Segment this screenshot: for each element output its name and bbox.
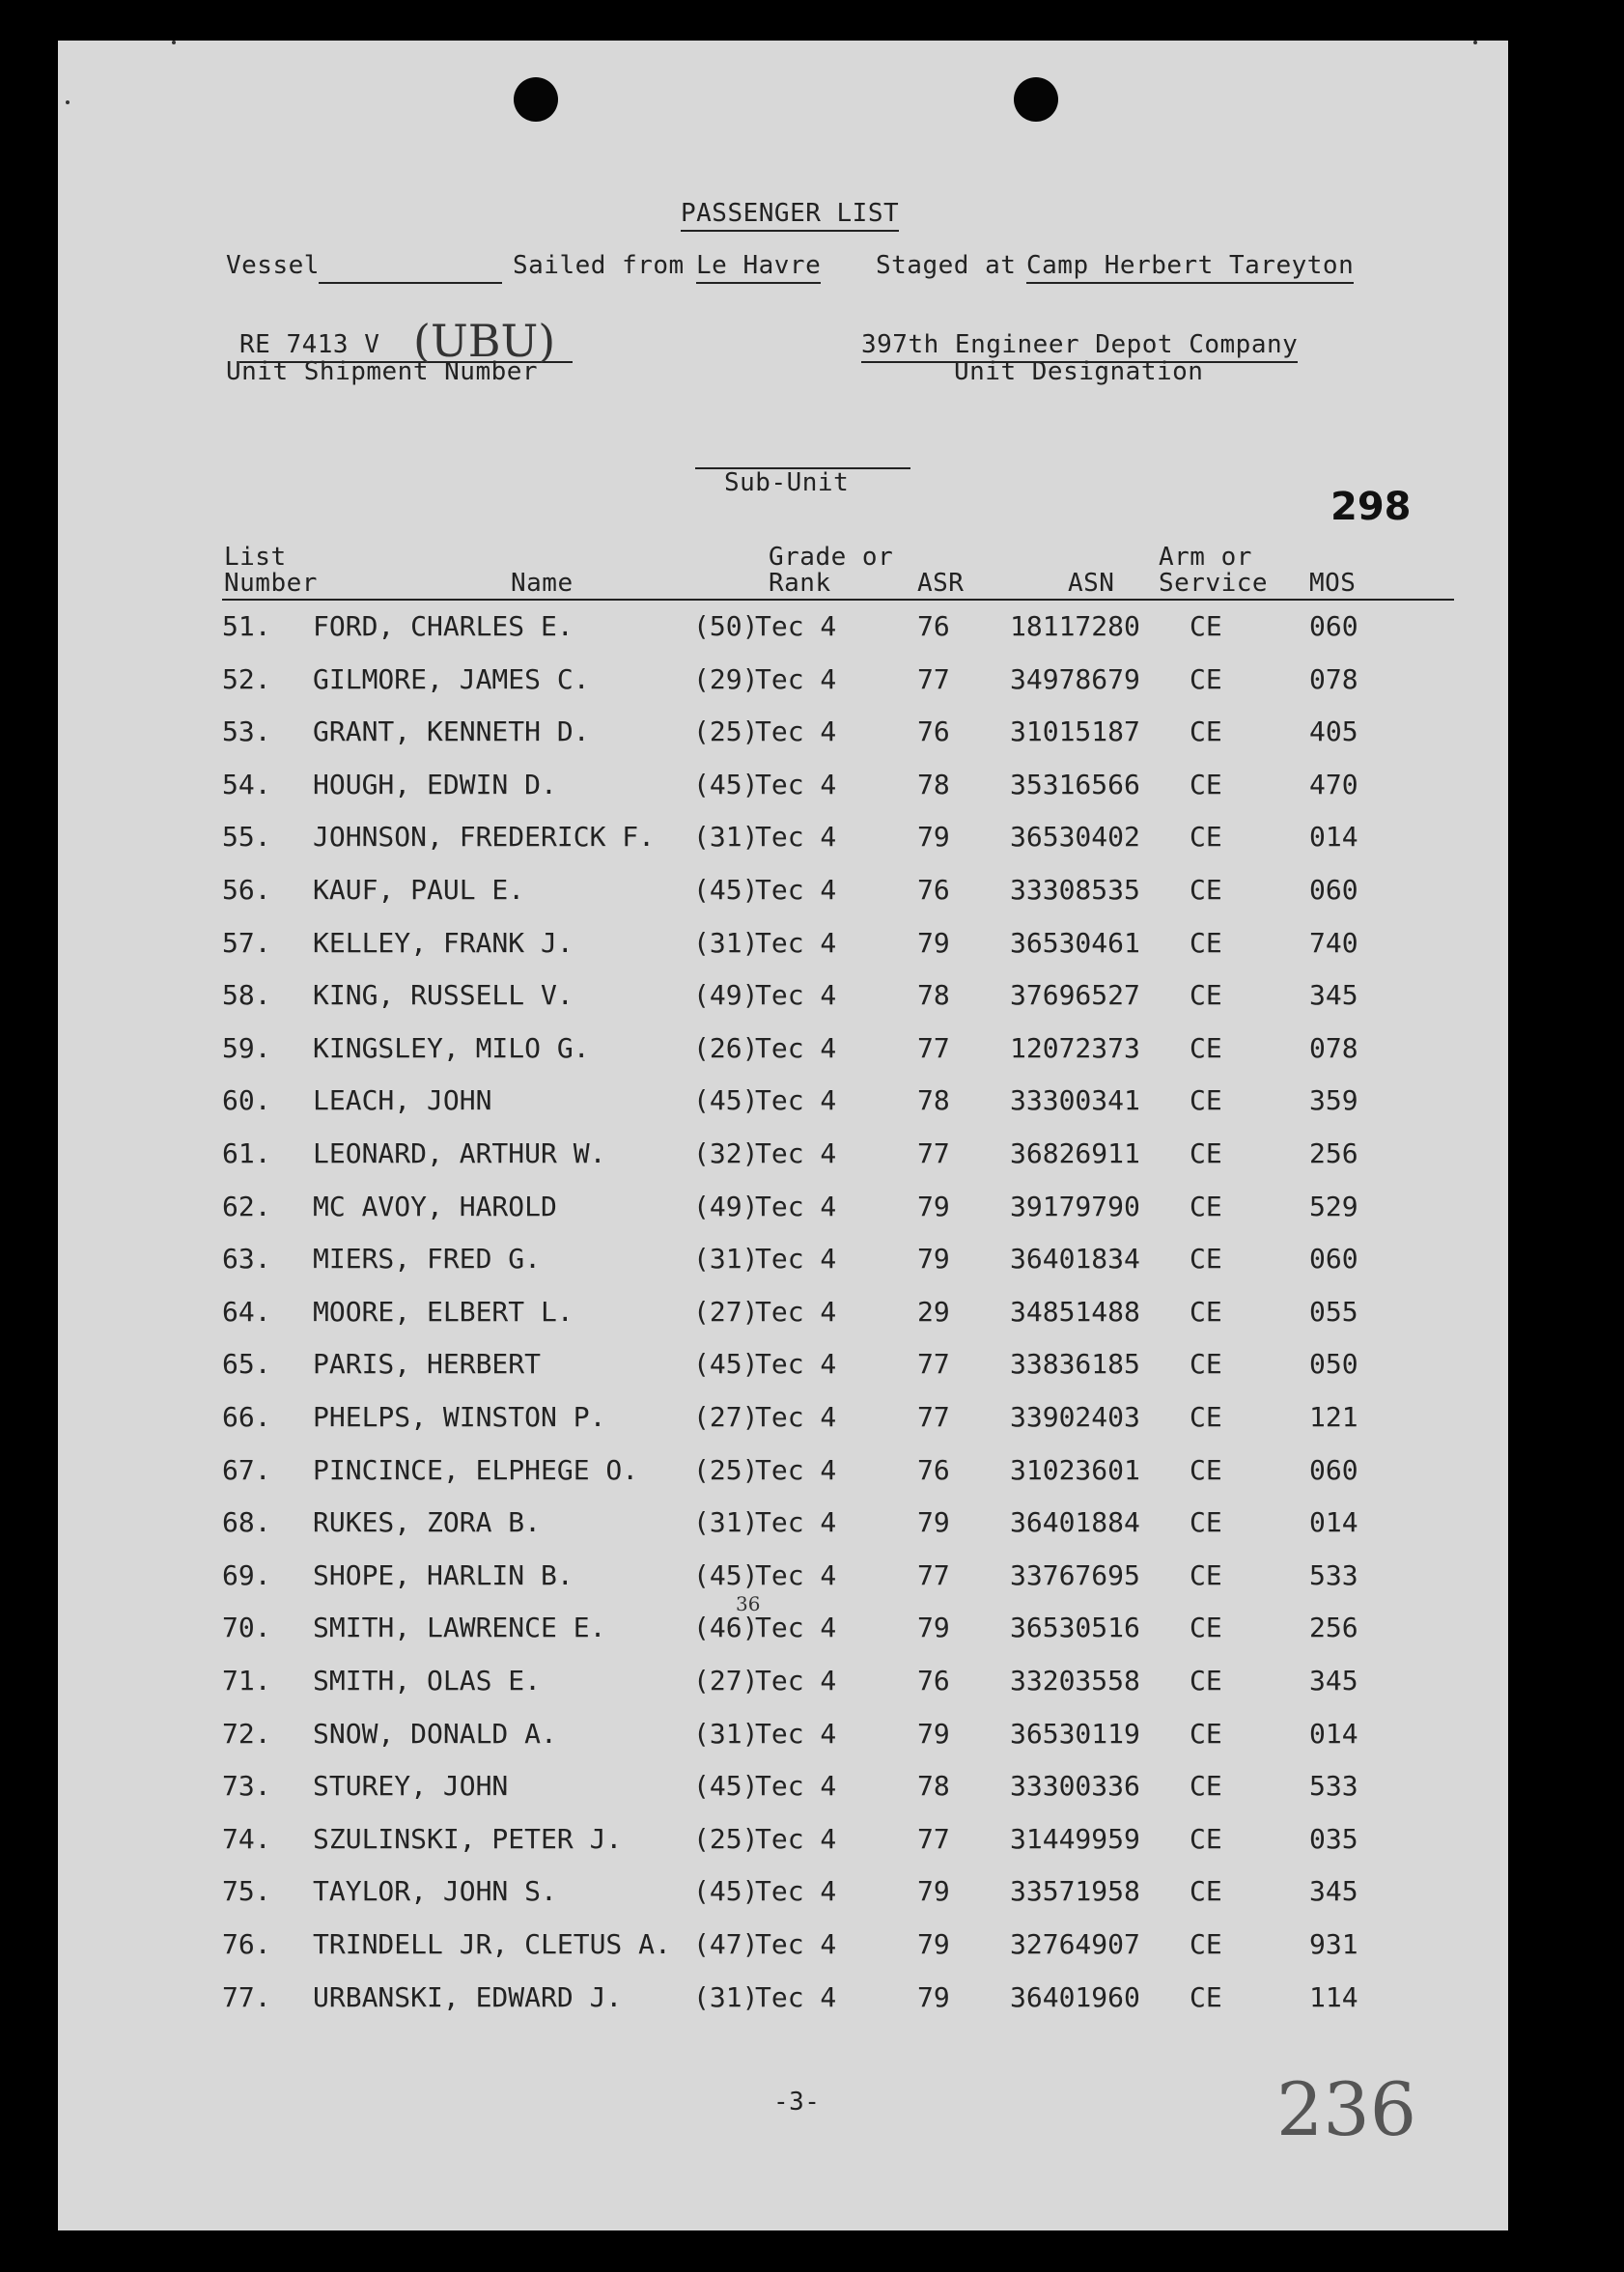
passenger-name: MOORE, ELBERT L. (313, 1295, 574, 1328)
grade-rank: Tec 4 (755, 610, 837, 642)
list-number: 52. (222, 662, 271, 695)
mos: 470 (1309, 768, 1358, 800)
punch-hole-left (514, 77, 558, 122)
age: (29) (693, 662, 759, 695)
passenger-name: SNOW, DONALD A. (313, 1717, 557, 1750)
table-row (58, 821, 1508, 856)
asn: 39179790 (1010, 1190, 1140, 1222)
grade-rank: Tec 4 (755, 1928, 837, 1960)
sailed-from-label: Sailed from (513, 251, 685, 280)
col-mos: MOS (1309, 569, 1357, 598)
age: (47) (693, 1928, 759, 1960)
list-number: 57. (222, 926, 271, 959)
passenger-name: SMITH, OLAS E. (313, 1665, 542, 1697)
asn: 31449959 (1010, 1822, 1140, 1855)
asn: 33308535 (1010, 874, 1140, 906)
passenger-name: KAUF, PAUL E. (313, 874, 525, 906)
grade-rank: Tec 4 (755, 979, 837, 1012)
asr: 79 (917, 1243, 950, 1276)
age: (49) (693, 979, 759, 1012)
arm-service: CE (1190, 1717, 1222, 1750)
age: (50) (693, 610, 759, 642)
table-row (58, 1032, 1508, 1067)
col-grade: Grade or (769, 543, 894, 572)
asn: 36401884 (1010, 1506, 1140, 1539)
grade-rank: Tec 4 (755, 768, 837, 800)
speck (1473, 41, 1477, 44)
speck (66, 100, 70, 104)
arm-service: CE (1190, 1243, 1222, 1276)
grade-rank: Tec 4 (755, 1295, 837, 1328)
asr: 29 (917, 1295, 950, 1328)
grade-rank: Tec 4 (755, 1558, 837, 1591)
list-number: 75. (222, 1875, 271, 1908)
asr: 77 (917, 1401, 950, 1433)
asn: 32764907 (1010, 1928, 1140, 1960)
grade-rank: Tec 4 (755, 1348, 837, 1381)
grade-rank: Tec 4 (755, 926, 837, 959)
asn: 33203558 (1010, 1665, 1140, 1697)
asn: 33836185 (1010, 1348, 1140, 1381)
age: (32) (693, 1137, 759, 1169)
mos: 256 (1309, 1137, 1358, 1169)
table-row (58, 1665, 1508, 1699)
mos: 359 (1309, 1084, 1358, 1117)
punch-hole-right (1014, 77, 1058, 122)
passenger-name: MC AVOY, HAROLD (313, 1190, 557, 1222)
asn: 36530119 (1010, 1717, 1140, 1750)
age: (45) (693, 1875, 759, 1908)
age: (25) (693, 715, 759, 748)
age: (26) (693, 1031, 759, 1064)
table-row (58, 927, 1508, 962)
asr: 76 (917, 715, 950, 748)
grade-rank: Tec 4 (755, 821, 837, 854)
asr: 77 (917, 1137, 950, 1169)
unit-shipment-caption: Unit Shipment Number (226, 357, 539, 386)
passenger-name: KINGSLEY, MILO G. (313, 1031, 590, 1064)
asn: 31023601 (1010, 1453, 1140, 1486)
list-number: 77. (222, 1980, 271, 2013)
age: (45) (693, 1348, 759, 1381)
header-rule (749, 599, 1454, 601)
mos: 931 (1309, 1928, 1358, 1960)
age: (45) (693, 1770, 759, 1803)
list-number: 55. (222, 821, 271, 854)
speck (172, 41, 176, 44)
table-row (58, 1981, 1508, 2016)
age: (45) (693, 1084, 759, 1117)
passenger-name: JOHNSON, FREDERICK F. (313, 821, 656, 854)
list-number: 64. (222, 1295, 271, 1328)
table-row (58, 874, 1508, 909)
passenger-name: MIERS, FRED G. (313, 1243, 542, 1276)
asr: 77 (917, 662, 950, 695)
mos: 529 (1309, 1190, 1358, 1222)
unit-shipment-number: RE 7413 V (239, 330, 573, 363)
mos: 345 (1309, 979, 1358, 1012)
grade-rank: Tec 4 (755, 1506, 837, 1539)
asr: 76 (917, 1665, 950, 1697)
table-row (58, 1454, 1508, 1489)
age: (46) (693, 1612, 759, 1644)
grade-rank: Tec 4 (755, 662, 837, 695)
mos: 050 (1309, 1348, 1358, 1381)
passenger-name: GILMORE, JAMES C. (313, 662, 590, 695)
arm-service: CE (1190, 768, 1222, 800)
list-number: 63. (222, 1243, 271, 1276)
arm-service: CE (1190, 1980, 1222, 2013)
asr: 79 (917, 821, 950, 854)
arm-service: CE (1190, 1031, 1222, 1064)
asn: 31015187 (1010, 715, 1140, 748)
arm-service: CE (1190, 1875, 1222, 1908)
age: (31) (693, 1980, 759, 2013)
list-number: 67. (222, 1453, 271, 1486)
list-number: 65. (222, 1348, 271, 1381)
passenger-name: PHELPS, WINSTON P. (313, 1401, 606, 1433)
table-row (58, 769, 1508, 803)
staged-at-value: Camp Herbert Tareyton (1026, 251, 1354, 284)
age: (45) (693, 874, 759, 906)
arm-service: CE (1190, 874, 1222, 906)
grade-rank: Tec 4 (755, 1243, 837, 1276)
list-number: 69. (222, 1558, 271, 1591)
table-row (58, 1875, 1508, 1910)
list-number: 62. (222, 1190, 271, 1222)
table-row (58, 610, 1508, 645)
arm-service: CE (1190, 1822, 1222, 1855)
asn: 12072373 (1010, 1031, 1140, 1064)
col-grade-2: Rank (769, 569, 831, 598)
col-asn: ASN (1068, 569, 1115, 598)
list-number: 71. (222, 1665, 271, 1697)
arm-service: CE (1190, 1770, 1222, 1803)
asr: 77 (917, 1822, 950, 1855)
age-correction-note: 36 (736, 1592, 761, 1616)
col-list-number-2: Number (224, 569, 318, 598)
sub-unit-caption: Sub-Unit (724, 468, 850, 497)
asn: 36530516 (1010, 1612, 1140, 1644)
table-row (58, 715, 1508, 750)
age: (27) (693, 1295, 759, 1328)
asn: 36530461 (1010, 926, 1140, 959)
unit-designation-value: 397th Engineer Depot Company (861, 330, 1298, 363)
arm-service: CE (1190, 610, 1222, 642)
asn: 33300336 (1010, 1770, 1140, 1803)
grade-rank: Tec 4 (755, 1665, 837, 1697)
mos: 060 (1309, 1243, 1358, 1276)
asn: 34851488 (1010, 1295, 1140, 1328)
passenger-name: FORD, CHARLES E. (313, 610, 574, 642)
arm-service: CE (1190, 926, 1222, 959)
grade-rank: Tec 4 (755, 1717, 837, 1750)
table-row (58, 1243, 1508, 1277)
grade-rank: Tec 4 (755, 715, 837, 748)
table-row (58, 1823, 1508, 1858)
asn: 36530402 (1010, 821, 1140, 854)
grade-rank: Tec 4 (755, 1770, 837, 1803)
list-number: 66. (222, 1401, 271, 1433)
table-row (58, 663, 1508, 698)
passenger-name: KELLEY, FRANK J. (313, 926, 574, 959)
passenger-name: STUREY, JOHN (313, 1770, 509, 1803)
asr: 79 (917, 1506, 950, 1539)
mos: 078 (1309, 662, 1358, 695)
mos: 014 (1309, 1506, 1358, 1539)
grade-rank: Tec 4 (755, 1875, 837, 1908)
passenger-name: SHOPE, HARLIN B. (313, 1558, 574, 1591)
age: (31) (693, 821, 759, 854)
grade-rank: Tec 4 (755, 1401, 837, 1433)
col-arm-2: Service (1159, 569, 1269, 598)
list-number: 60. (222, 1084, 271, 1117)
arm-service: CE (1190, 1928, 1222, 1960)
list-number: 61. (222, 1137, 271, 1169)
grade-rank: Tec 4 (755, 1031, 837, 1064)
vessel-label: Vessel (226, 251, 320, 280)
mos: 121 (1309, 1401, 1358, 1433)
table-row (58, 1296, 1508, 1331)
asn: 33571958 (1010, 1875, 1140, 1908)
table-row (58, 1770, 1508, 1805)
asr: 79 (917, 1612, 950, 1644)
mos: 060 (1309, 1453, 1358, 1486)
arm-service: CE (1190, 1453, 1222, 1486)
grade-rank: Tec 4 (755, 874, 837, 906)
age: (31) (693, 1506, 759, 1539)
list-number: 59. (222, 1031, 271, 1064)
asr: 79 (917, 1875, 950, 1908)
age: (45) (693, 768, 759, 800)
age: (25) (693, 1453, 759, 1486)
age: (27) (693, 1665, 759, 1697)
passenger-name: LEONARD, ARTHUR W. (313, 1137, 606, 1169)
table-row (58, 1191, 1508, 1225)
col-list-number: List (224, 543, 287, 572)
grade-rank: Tec 4 (755, 1453, 837, 1486)
arm-service: CE (1190, 1665, 1222, 1697)
list-number: 73. (222, 1770, 271, 1803)
list-number: 68. (222, 1506, 271, 1539)
table-row (58, 1401, 1508, 1436)
mos: 055 (1309, 1295, 1358, 1328)
list-number: 54. (222, 768, 271, 800)
mos: 060 (1309, 874, 1358, 906)
passenger-name: SMITH, LAWRENCE E. (313, 1612, 606, 1644)
age: (31) (693, 926, 759, 959)
asn: 18117280 (1010, 610, 1140, 642)
asn: 33902403 (1010, 1401, 1140, 1433)
arm-service: CE (1190, 1348, 1222, 1381)
arm-service: CE (1190, 1612, 1222, 1644)
arm-service: CE (1190, 1295, 1222, 1328)
passenger-list-page (58, 41, 1508, 2230)
grade-rank: Tec 4 (755, 1612, 837, 1644)
mos: 256 (1309, 1612, 1358, 1644)
mos: 114 (1309, 1980, 1358, 2013)
age: (27) (693, 1401, 759, 1433)
table-row (58, 1084, 1508, 1119)
list-number: 51. (222, 610, 271, 642)
arm-service: CE (1190, 715, 1222, 748)
arm-service: CE (1190, 1558, 1222, 1591)
asr: 76 (917, 610, 950, 642)
asn: 33767695 (1010, 1558, 1140, 1591)
list-number: 58. (222, 979, 271, 1012)
asr: 78 (917, 768, 950, 800)
sailed-from-value: Le Havre (696, 251, 821, 284)
asr: 79 (917, 1190, 950, 1222)
list-number: 72. (222, 1717, 271, 1750)
age: (45) (693, 1558, 759, 1591)
mos: 035 (1309, 1822, 1358, 1855)
col-name: Name (511, 569, 574, 598)
staged-at-label: Staged at (876, 251, 1017, 280)
arm-service: CE (1190, 979, 1222, 1012)
mos: 014 (1309, 821, 1358, 854)
mos: 060 (1309, 610, 1358, 642)
asn: 33300341 (1010, 1084, 1140, 1117)
passenger-name: GRANT, KENNETH D. (313, 715, 590, 748)
age: (25) (693, 1822, 759, 1855)
table-row (58, 1928, 1508, 1963)
handwritten-page-number: 236 (1276, 2066, 1417, 2152)
asr: 79 (917, 1717, 950, 1750)
grade-rank: Tec 4 (755, 1137, 837, 1169)
asr: 77 (917, 1558, 950, 1591)
list-number: 56. (222, 874, 271, 906)
arm-service: CE (1190, 1084, 1222, 1117)
table-row (58, 1348, 1508, 1383)
table-row (58, 1559, 1508, 1594)
mos: 014 (1309, 1717, 1358, 1750)
arm-service: CE (1190, 1137, 1222, 1169)
grade-rank: Tec 4 (755, 1084, 837, 1117)
vessel-blank (319, 282, 502, 284)
asn: 36401960 (1010, 1980, 1140, 2013)
asr: 76 (917, 1453, 950, 1486)
list-number: 70. (222, 1612, 271, 1644)
passenger-name: LEACH, JOHN (313, 1084, 492, 1117)
passenger-name: URBANSKI, EDWARD J. (313, 1980, 623, 2013)
arm-service: CE (1190, 662, 1222, 695)
mos: 345 (1309, 1665, 1358, 1697)
mos: 740 (1309, 926, 1358, 959)
col-arm: Arm or (1159, 543, 1252, 572)
passenger-name: HOUGH, EDWIN D. (313, 768, 557, 800)
unit-shipment-handwritten: (UBU) (413, 315, 556, 367)
grade-rank: Tec 4 (755, 1822, 837, 1855)
list-number: 74. (222, 1822, 271, 1855)
table-row (58, 1612, 1508, 1646)
list-number: 76. (222, 1928, 271, 1960)
passenger-name: KING, RUSSELL V. (313, 979, 574, 1012)
document-title: PASSENGER LIST (681, 199, 899, 232)
arm-service: CE (1190, 1190, 1222, 1222)
page-number: -3- (773, 2088, 821, 2117)
table-row (58, 979, 1508, 1014)
asr: 78 (917, 979, 950, 1012)
mos: 078 (1309, 1031, 1358, 1064)
asn: 34978679 (1010, 662, 1140, 695)
table-row (58, 1506, 1508, 1541)
asr: 79 (917, 1980, 950, 2013)
unit-designation-caption: Unit Designation (954, 357, 1204, 386)
page-stamp-number: 298 (1330, 485, 1412, 529)
age: (31) (693, 1243, 759, 1276)
table-row (58, 1137, 1508, 1172)
asr: 78 (917, 1084, 950, 1117)
asr: 78 (917, 1770, 950, 1803)
asr: 77 (917, 1348, 950, 1381)
mos: 345 (1309, 1875, 1358, 1908)
asn: 36401834 (1010, 1243, 1140, 1276)
header-rule (222, 599, 758, 601)
asr: 79 (917, 926, 950, 959)
passenger-name: RUKES, ZORA B. (313, 1506, 542, 1539)
mos: 405 (1309, 715, 1358, 748)
mos: 533 (1309, 1770, 1358, 1803)
mos: 533 (1309, 1558, 1358, 1591)
asn: 36826911 (1010, 1137, 1140, 1169)
col-asr: ASR (917, 569, 965, 598)
asn: 35316566 (1010, 768, 1140, 800)
passenger-name: TRINDELL JR, CLETUS A. (313, 1928, 671, 1960)
age: (49) (693, 1190, 759, 1222)
asr: 77 (917, 1031, 950, 1064)
passenger-name: TAYLOR, JOHN S. (313, 1875, 557, 1908)
age: (31) (693, 1717, 759, 1750)
asr: 79 (917, 1928, 950, 1960)
arm-service: CE (1190, 1401, 1222, 1433)
table-row (58, 1718, 1508, 1753)
grade-rank: Tec 4 (755, 1190, 837, 1222)
passenger-name: PARIS, HERBERT (313, 1348, 542, 1381)
list-number: 53. (222, 715, 271, 748)
asn: 37696527 (1010, 979, 1140, 1012)
arm-service: CE (1190, 1506, 1222, 1539)
grade-rank: Tec 4 (755, 1980, 837, 2013)
asr: 76 (917, 874, 950, 906)
passenger-name: SZULINSKI, PETER J. (313, 1822, 623, 1855)
arm-service: CE (1190, 821, 1222, 854)
passenger-name: PINCINCE, ELPHEGE O. (313, 1453, 639, 1486)
